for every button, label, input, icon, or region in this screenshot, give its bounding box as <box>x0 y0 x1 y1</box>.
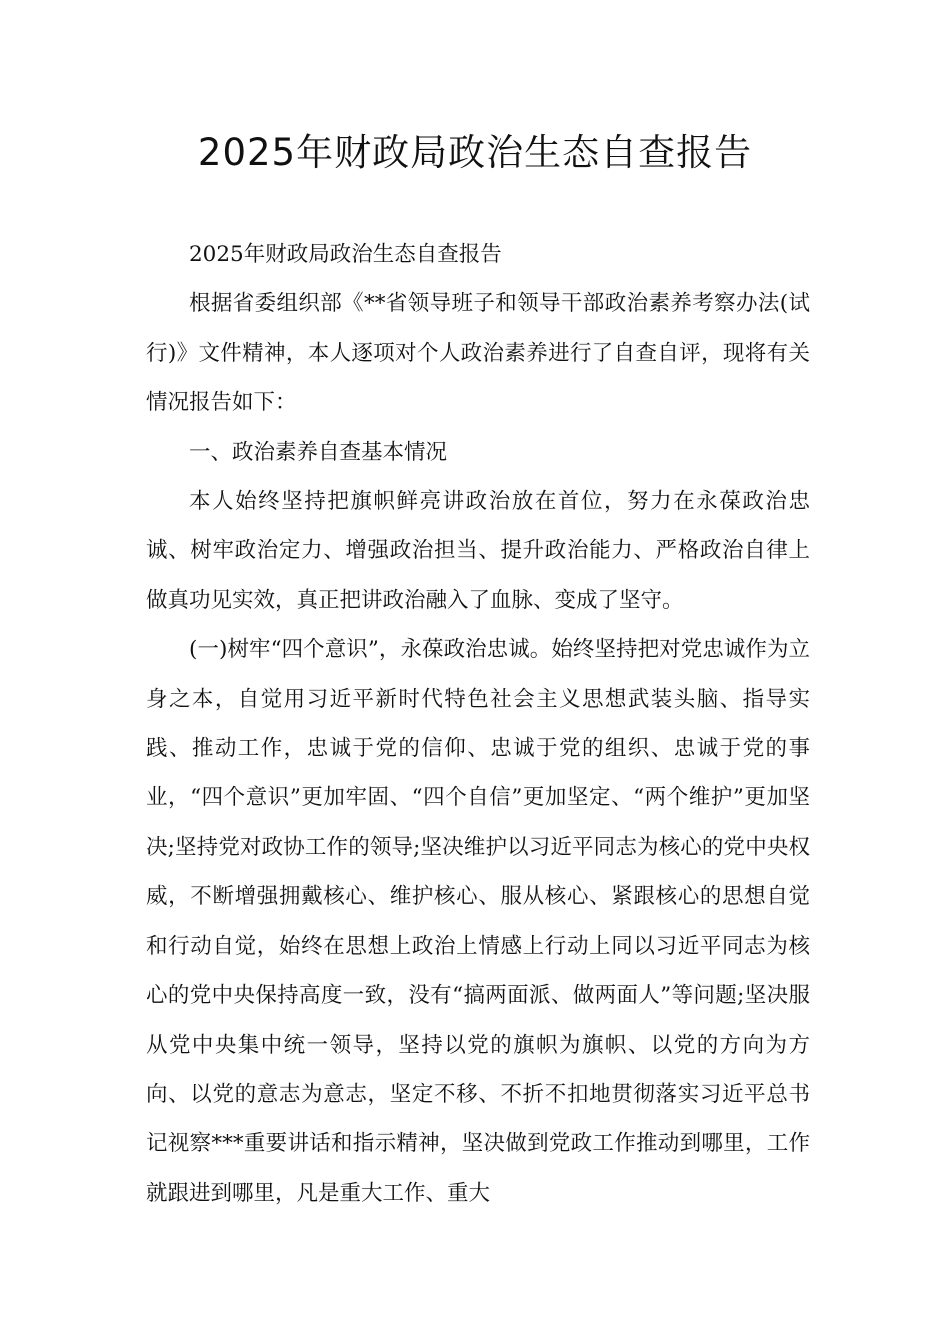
section-heading: 一、政治素养自查基本情况 <box>189 439 448 465</box>
document-body <box>146 230 810 1218</box>
body-paragraph: (一)树牢“四个意识”，永葆政治忠诚。始终坚持把对党忠诚作为立身之本，自觉用习近平新时代特色社会主义思想武装头脑、指导实践、推动工作，忠诚于党的信仰、忠诚于党的组织、忠诚于党的事业，“四个意识”更加牢固、“四个自信”更加坚定、“两个维护”更加坚决;坚持党对政协工作的领导;坚决维护以习近平同志为核心的党中央权威，不断增强拥戴核心、维护核心、服从核心、紧跟核心的思想自觉和行动自觉，始终在思想上政治上情感上行动上同以习近平同志为核心的党中央保持高度一致，没有“搞两面派、做两面人”等问题;坚决服从党中央集中统一领导，坚持以党的旗帜为旗帜、以党的方向为方向、以党的意志为意志，坚定不移、不折不扣地贯彻落实习近平总书记视察***重要讲话和指示精神，坚决做到党政工作推动到哪里，工作就跟进到哪里，凡是重大工作、重大 <box>146 637 810 1206</box>
intro-paragraph: 根据省委组织部《**省领导班子和领导干部政治素养考察办法(试行)》文件精神，本人逐项对个人政治素养进行了自查自评，现将有关情况报告如下： <box>146 291 810 416</box>
body-paragraph: 本人始终坚持把旗帜鲜亮讲政治放在首位，努力在永葆政治忠诚、树牢政治定力、增强政治担当、提升政治能力、严格政治自律上做真功见实效，真正把讲政治融入了血脉、变成了坚守。 <box>146 489 810 613</box>
document-title: 2025年财政局政治生态自查报告 <box>197 131 753 174</box>
subtitle-paragraph: 2025年财政局政治生态自查报告 <box>189 242 502 267</box>
